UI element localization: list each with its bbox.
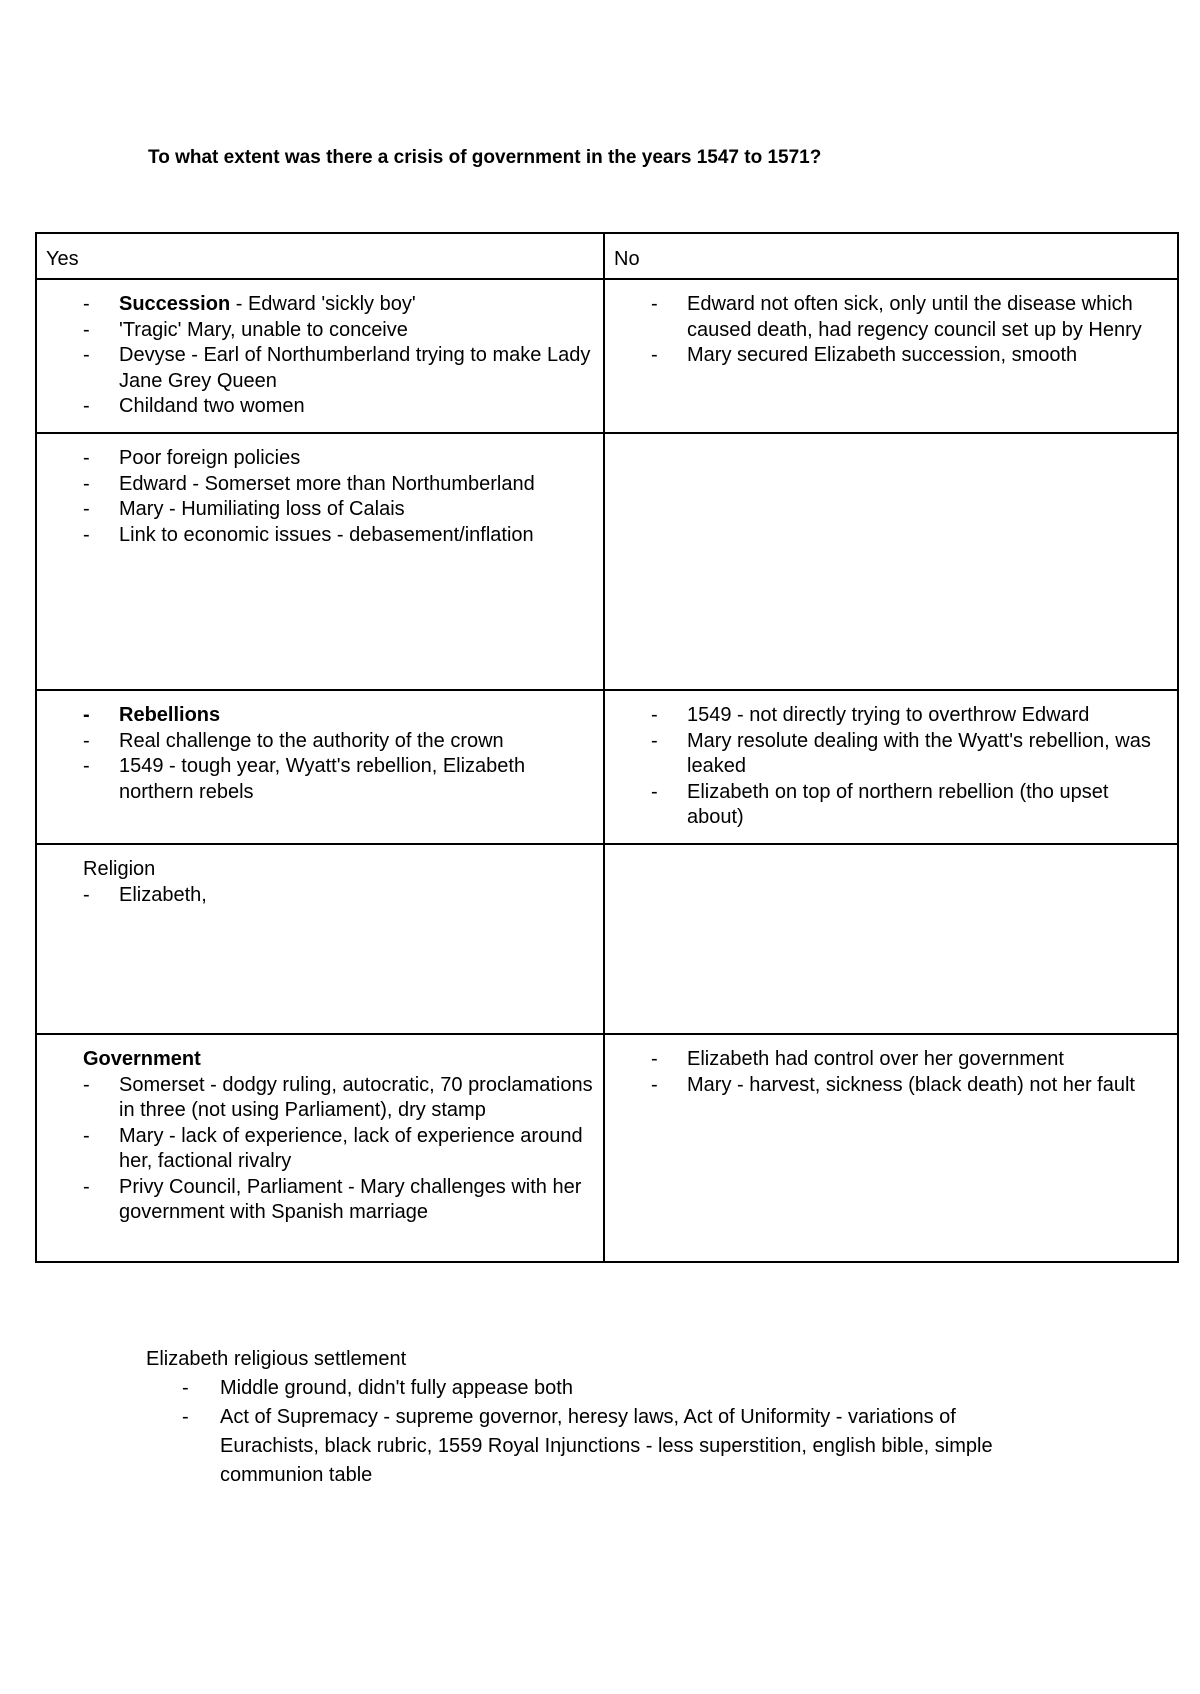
list-item: - Privy Council, Parliament - Mary challenges with her government with Spanish marriage <box>37 1175 595 1226</box>
table-row-government <box>36 1034 1178 1262</box>
list-item: - Link to economic issues - debasement/inflation <box>37 523 595 549</box>
list-item: - 1549 - tough year, Wyatt's rebellion, Elizabeth northern rebels <box>37 754 595 805</box>
no-cell-succession <box>604 279 1178 433</box>
notes-heading: Elizabeth religious settlement <box>146 1348 407 1370</box>
list-item: - Somerset - dodgy ruling, autocratic, 70 proclamations in three (not using Parliament), dry stamp <box>37 1073 595 1124</box>
list-item: - Elizabeth on top of northern rebellion (tho upset about) <box>605 780 1169 831</box>
yes-cell-religion <box>36 844 604 1034</box>
yes-cell-government <box>36 1034 604 1262</box>
list-item: - Elizabeth, <box>37 883 595 909</box>
list-item: - Devyse - Earl of Northumberland trying to make Lady Jane Grey Queen <box>37 343 595 394</box>
list-item: - Edward - Somerset more than Northumberland <box>37 472 595 498</box>
list-item: - Mary secured Elizabeth succession, smooth <box>605 343 1169 369</box>
page-title: To what extent was there a crisis of government in the years 1547 to 1571? <box>148 147 822 168</box>
row-heading: Government <box>83 1048 201 1070</box>
yes-cell-foreign-policy <box>36 433 604 690</box>
list-item: - Mary resolute dealing with the Wyatt's rebellion, was leaked <box>605 729 1169 780</box>
religious-settlement-notes <box>146 1345 1046 1490</box>
list-item: - Childand two women <box>37 394 595 420</box>
no-cell-foreign-policy <box>604 433 1178 690</box>
list-item: - Real challenge to the authority of the crown <box>37 729 595 755</box>
table-row-foreign-policy <box>36 433 1178 690</box>
table-row-religion <box>36 844 1178 1034</box>
list-item-text: - Edward 'sickly boy' <box>230 293 416 315</box>
list-item: - Poor foreign policies <box>37 446 595 472</box>
row-heading: Religion <box>83 858 156 880</box>
list-item: - Mary - Humiliating loss of Calais <box>37 497 595 523</box>
list-item: - Middle ground, didn't fully appease both <box>146 1374 1046 1403</box>
list-item: - 'Tragic' Mary, unable to conceive <box>37 318 595 344</box>
list-item <box>37 292 595 318</box>
yes-cell-succession <box>36 279 604 433</box>
table-row-succession <box>36 279 1178 433</box>
no-cell-rebellions <box>604 690 1178 844</box>
list-item: - Act of Supremacy - supreme governor, heresy laws, Act of Uniformity - variations of Eurachists, black rubric, 1559 Royal Injunctions - less superstition, english bible, simple communion table <box>146 1403 1046 1490</box>
list-item: - 1549 - not directly trying to overthrow Edward <box>605 703 1169 729</box>
header-no: No <box>604 233 1178 279</box>
list-item: - Mary - lack of experience, lack of experience around her, factional rivalry <box>37 1124 595 1175</box>
comparison-table <box>35 232 1179 1263</box>
list-item: - Mary - harvest, sickness (black death) not her fault <box>605 1073 1169 1099</box>
yes-cell-rebellions <box>36 690 604 844</box>
row-heading: Succession <box>119 293 231 315</box>
no-cell-government <box>604 1034 1178 1262</box>
list-item: - Elizabeth had control over her government <box>605 1047 1169 1073</box>
table-row-rebellions <box>36 690 1178 844</box>
no-cell-religion <box>604 844 1178 1034</box>
list-item: - Edward not often sick, only until the disease which caused death, had regency council set up by Henry <box>605 292 1169 343</box>
table-header-row <box>36 233 1178 279</box>
row-heading: - Rebellions <box>37 703 595 729</box>
header-yes: Yes <box>36 233 604 279</box>
